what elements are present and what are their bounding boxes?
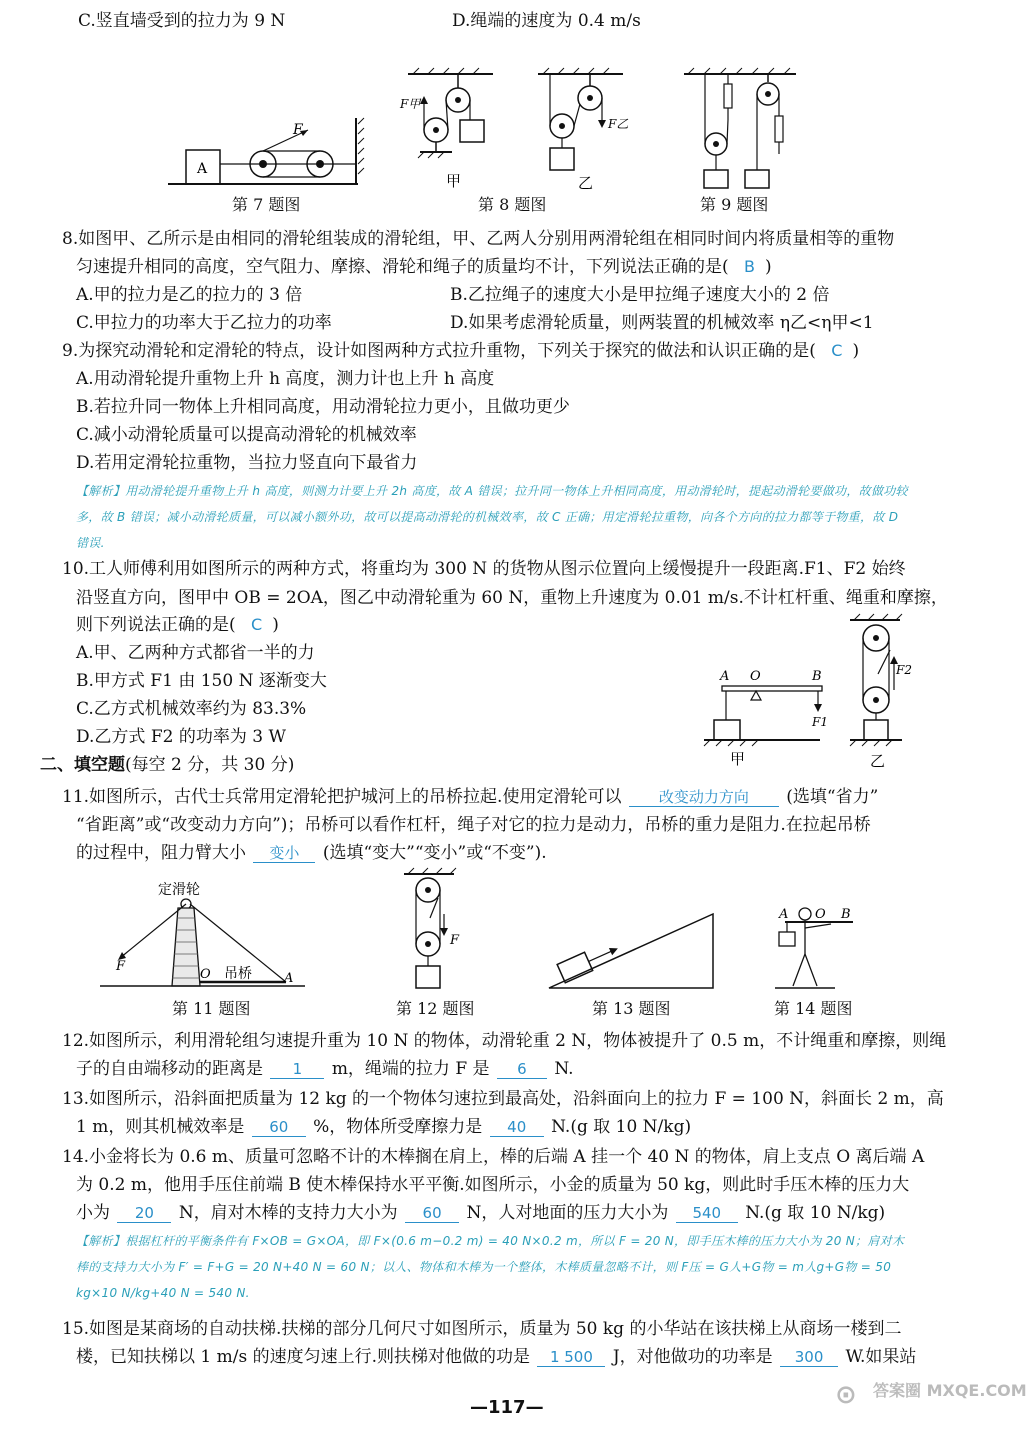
q14-line1: 14.小金将长为 0.6 m、质量可忽略不计的木棒搁在肩上，棒的后端 A 挂一个 40 N 的物体，肩上支点 O 离后端 A [62, 1147, 925, 1167]
q15-blank2[interactable]: 300 [780, 1349, 838, 1367]
q13-blank1[interactable]: 60 [252, 1119, 306, 1137]
q11-line3: 的过程中，阻力臂大小 变小 (选填“变大”“变小”或“不变”). [76, 843, 547, 863]
fig13-caption: 第 13 题图 [592, 999, 671, 1018]
section-fill-in-header: 二、填空题(每空 2 分，共 30 分) [40, 755, 295, 775]
q9-line1: 9.为探究动滑轮和定滑轮的特点，设计如图两种方式拉升重物，下列关于探究的做法和认识正确的是( C ) [62, 341, 860, 361]
q10-option-c: C.乙方式机械效率约为 83.3% [76, 699, 307, 719]
q8-line1: 8.如图甲、乙所示是由相同的滑轮组装成的滑轮组，甲、乙两人分别用两滑轮组在相同时间内将质量相等的重物 [62, 229, 895, 249]
fig7-caption: 第 7 题图 [232, 195, 301, 214]
q9-option-a: A.用动滑轮提升重物上升 h 高度，测力计也上升 h 高度 [76, 369, 495, 389]
watermark: ⊙ 答案圈 MXQE.COM [835, 1380, 1027, 1410]
q15-blank1[interactable]: 1 500 [537, 1349, 605, 1367]
fig10-label-f2: F2 [896, 663, 912, 677]
figure-12 [400, 868, 470, 994]
q8-option-c: C.甲拉力的功率大于乙拉力的功率 [76, 313, 332, 333]
figure-14 [775, 900, 870, 996]
figure-8 [398, 68, 638, 193]
figure-9 [680, 68, 800, 193]
q14-blank2[interactable]: 60 [405, 1205, 459, 1223]
fig10-label-jia: 甲 [730, 750, 746, 768]
q8-option-a: A.甲的拉力是乙的拉力的 3 倍 [76, 285, 303, 305]
fig10-label-f1: F1 [812, 715, 828, 729]
option-c-top: C.竖直墙受到的拉力为 9 N [78, 11, 286, 31]
q13-line2: 1 m，则其机械效率是 60 %，物体所受摩擦力是 40 N.(g 取 10 N/kg) [76, 1117, 692, 1137]
q10-option-a: A.甲、乙两种方式都省一半的力 [76, 643, 315, 663]
q9-answer: C [831, 341, 843, 360]
q10-answer: C [251, 615, 263, 634]
q11-blank2[interactable]: 变小 [253, 845, 315, 863]
fig12-label-f: F [450, 933, 460, 948]
fig11-label-bridge: 吊桥 [224, 966, 252, 982]
q15-line1: 15.如图是某商场的自动扶梯.扶梯的部分几何尺寸如图所示，质量为 50 kg 的小华站在该扶梯上从商场一楼到二 [62, 1319, 902, 1339]
q15-line2: 楼，已知扶梯以 1 m/s 的速度匀速上行.则扶梯对他做的功是 1 500 J，对他做功的功率是 300 W.如果站 [76, 1347, 917, 1367]
page-number: —117— [470, 1397, 544, 1418]
q11-line1: 11.如图所示，古代士兵常用定滑轮把护城河上的吊桥拉起.使用定滑轮可以 改变动力方向 (选填“省力” [62, 787, 879, 807]
fig10-label-b: B [812, 669, 822, 684]
fig8-label-fjia: F甲 [400, 97, 421, 111]
q12-line1: 12.如图所示，利用滑轮组匀速提升重为 10 N 的物体，动滑轮重 2 N，物体被提升了 0.5 m，不计绳重和摩擦，则绳 [62, 1031, 947, 1051]
fig7-label-f: F [293, 122, 303, 138]
fig7-label-a: A [197, 161, 208, 177]
fig11-label-a: A [284, 971, 294, 986]
fig8-label-jia: 甲 [446, 172, 462, 190]
fig8-caption: 第 8 题图 [478, 195, 547, 214]
q14-line3: 小为 20 N，肩对木棒的支持力大小为 60 N，人对地面的压力大小为 540 N.(g 取 10 N/kg) [76, 1203, 886, 1223]
fig12-caption: 第 12 题图 [396, 999, 475, 1018]
q14-blank3[interactable]: 540 [676, 1205, 738, 1223]
q11-line2: “省距离”或“改变动力方向”)；吊桥可以看作杠杆，绳子对它的拉力是动力，吊桥的重力是阻力.在拉起吊桥 [76, 815, 871, 835]
q9-option-b: B.若拉升同一物体上升相同高度，用动滑轮拉力更小，且做功更少 [76, 397, 570, 417]
q12-line2: 子的自由端移动的距离是 1 m，绳端的拉力 F 是 6 N. [76, 1059, 574, 1079]
fig11-label-o: O [200, 967, 211, 982]
figure-13 [545, 908, 720, 994]
q8-line2: 匀速提升相同的高度，空气阻力、摩擦、滑轮和绳子的质量均不计，下列说法正确的是( B ) [76, 257, 772, 277]
q10-option-b: B.甲方式 F1 由 150 N 逐渐变大 [76, 671, 327, 691]
q8-option-b: B.乙拉绳子的速度大小是甲拉绳子速度大小的 2 倍 [450, 285, 830, 305]
q14-blank1[interactable]: 20 [117, 1205, 171, 1223]
fig14-caption: 第 14 题图 [774, 999, 853, 1018]
fig10-label-o: O [750, 669, 761, 684]
figure-10 [700, 614, 915, 774]
fig11-caption: 第 11 题图 [172, 999, 251, 1018]
q9-option-c: C.减小动滑轮质量可以提高动滑轮的机械效率 [76, 425, 417, 445]
q12-blank2[interactable]: 6 [497, 1061, 547, 1079]
watermark-logo-icon: ⊙ [835, 1380, 857, 1410]
figure-11 [100, 878, 305, 996]
q10-line3: 则下列说法正确的是( C ) [76, 615, 279, 635]
q8-answer: B [744, 257, 756, 276]
fig11-label-f: F [116, 959, 126, 974]
fig14-label-a: A [779, 907, 789, 922]
fig8-label-yi: 乙 [578, 174, 594, 192]
fig11-label-pulley: 定滑轮 [158, 882, 200, 898]
q12-blank1[interactable]: 1 [270, 1061, 324, 1079]
q13-line1: 13.如图所示，沿斜面把质量为 12 kg 的一个物体匀速拉到最高处，沿斜面向上的拉力 F = 100 N，斜面长 2 m，高 [62, 1089, 944, 1109]
q14-line2: 为 0.2 m，他用手压住前端 B 使木棒保持水平平衡.如图所示，小金的质量为 50 kg，则此时手压木棒的压力大 [76, 1175, 910, 1195]
q10-option-d: D.乙方式 F2 的功率为 3 W [76, 727, 286, 747]
fig9-caption: 第 9 题图 [700, 195, 769, 214]
q9-option-d: D.若用定滑轮拉重物，当拉力竖直向下最省力 [76, 453, 418, 473]
option-d-top: D.绳端的速度为 0.4 m/s [452, 11, 641, 31]
fig8-label-fyi: F乙 [608, 117, 629, 131]
fig10-label-a: A [720, 669, 730, 684]
q9-analysis: 【解析】用动滑轮提升重物上升 h 高度，则测力计要上升 2h 高度，故 A 错误；拉升同一物体上升相同高度，用动滑轮时，提起动滑轮要做功，故做功较多，故 B 错误；减小动滑轮质量，可以减小额外功，故可以提高动滑轮的机械效率，故 C 正确；用定滑轮拉重物，向各个方向的拉力都等于物重，故 D 错误. [76, 484, 908, 550]
q10-line2: 沿竖直方向，图甲中 OB = 2OA，图乙中动滑轮重为 60 N，重物上升速度为 0.01 m/s.不计杠杆重、绳重和摩擦， [76, 588, 948, 608]
q13-blank2[interactable]: 40 [490, 1119, 544, 1137]
q10-line1: 10.工人师傅利用如图所示的两种方式，将重均为 300 N 的货物从图示位置向上缓慢提升一段距离.F1、F2 始终 [62, 559, 906, 579]
fig14-label-b: B [841, 907, 851, 922]
figure-7 [168, 118, 368, 190]
q14-analysis: 【解析】根据杠杆的平衡条件有 F×OB = G×OA，即 F×(0.6 m−0.2 m) = 40 N×0.2 m，所以 F = 20 N，即手压木棒的压力大小为 20 N；肩对木棒的支持力大小为 F′ = F+G = 20 N+40 N = 60 N；以人、物体和木棒为一个整体，木棒质量忽略不计，则 F压 = G人+G物 = m人g+G物 = 50 kg×10 N/kg+40 N = 540 N. [76, 1234, 905, 1300]
fig14-label-o: O [815, 907, 826, 922]
q11-blank1[interactable]: 改变动力方向 [629, 789, 779, 807]
fig10-label-yi: 乙 [870, 752, 886, 770]
q8-option-d: D.如果考虑滑轮质量，则两装置的机械效率 η乙<η甲<1 [450, 313, 874, 333]
